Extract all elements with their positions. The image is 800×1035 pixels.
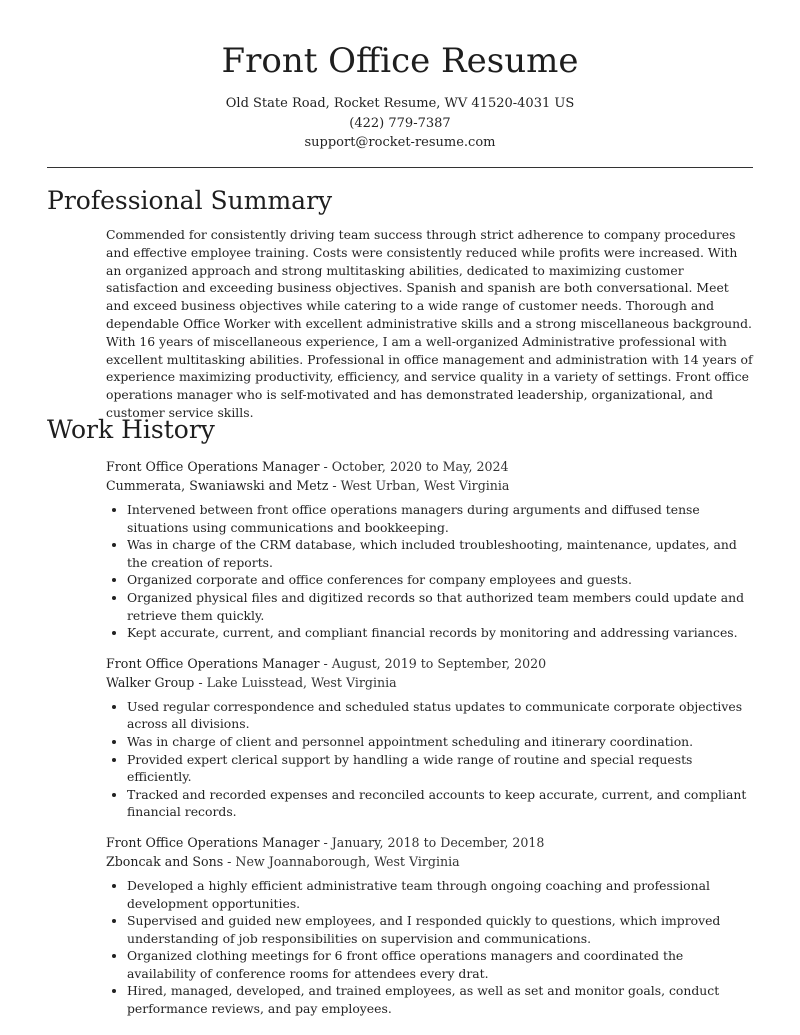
job-company-line (106, 673, 753, 692)
job-location: - West Urban, West Virginia (328, 478, 510, 493)
job-dates: - January, 2018 to December, 2018 (319, 834, 545, 850)
job-title: Front Office Operations Manager (106, 655, 320, 671)
job-title: Front Office Operations Manager (106, 834, 320, 850)
summary-heading: Professional Summary (47, 186, 333, 215)
job-location: - Lake Luisstead, West Virginia (194, 674, 397, 690)
contact-info (0, 94, 800, 153)
job-company: Walker Group (106, 674, 195, 690)
job-company-line (106, 476, 753, 495)
address: Old State Road, Rocket Resume, WV 41520-4031 US (225, 96, 575, 111)
job-entry (106, 457, 753, 642)
job-title: Front Office Operations Manager (106, 459, 320, 474)
job-bullet: • Developed a highly efficient administrative team through ongoing coaching and professional development opportunities. (127, 877, 753, 912)
job-bullet: • Hired, managed, developed, and trained employees, as well as set and monitor goals, conduct performance reviews, and pay employees. (127, 982, 753, 1017)
job-list (106, 457, 753, 1018)
job-title-line (106, 833, 753, 852)
job-company: Cummerata, Swaniawski and Metz (106, 478, 329, 493)
header-divider (47, 167, 753, 168)
summary-text: Commended for consistently driving team success through strict adherence to company procedures and effective employee training. Costs were consistently reduced while profits were increased. With an organized approach and strong multitasking abilities, dedicated to maximizing customer satisfaction and exceeding business objectives. Spanish and spanish are both conversational. Meet and exceed business objectives while catering to a wide range of customer needs. Thorough and dependable Office Worker with excellent administrative skills and a strong miscellaneous background. With 16 years of miscellaneous experience, I am a well-organized Administrative professional with excellent multitasking abilities. Professional in office management and administration with 14 years of experience maximizing productivity, efficiency, and service quality in a variety of settings. Front office operations manager who is self-motivated and has demonstrated leadership, organizational, and customer service skills. (106, 227, 753, 420)
email: support@rocket-resume.com (304, 135, 496, 150)
job-bullet: • Organized physical files and digitized records so that authorized team members could update and retrieve them quickly. (127, 589, 753, 624)
job-bullet: • Was in charge of client and personnel appointment scheduling and itinerary coordination. (127, 733, 753, 751)
summary-section (47, 186, 753, 422)
job-bullet: • Used regular correspondence and scheduled status updates to communicate corporate objectives across all divisions. (127, 698, 753, 733)
work-history-heading: Work History (47, 415, 215, 444)
phone: (422) 779-7387 (349, 115, 451, 131)
job-company-line (106, 852, 753, 871)
job-bullet: • Provided expert clerical support by handling a wide range of routine and special requests efficiently. (127, 751, 753, 786)
job-location: - New Joannaborough, West Virginia (223, 853, 460, 869)
job-dates: - October, 2020 to May, 2024 (319, 459, 509, 474)
job-bullet: • Supervised and guided new employees, and I responded quickly to questions, which improved understanding of job responsibilities on supervision and communications. (127, 912, 753, 947)
job-bullet: • Was in charge of the CRM database, which included troubleshooting, maintenance, updates, and the creation of reports. (127, 536, 753, 571)
job-bullet: • Tracked and recorded expenses and reconciled accounts to keep accurate, current, and compliant financial records. (127, 786, 753, 821)
job-company: Zboncak and Sons (106, 853, 224, 869)
job-bullet: • Organized corporate and office conferences for company employees and guests. (127, 571, 753, 589)
job-dates: - August, 2019 to September, 2020 (319, 655, 547, 671)
job-bullet: • Intervened between front office operations managers during arguments and diffused tense situations using communications and bookkeeping. (127, 501, 753, 536)
job-entry (106, 654, 753, 821)
job-bullet: • Organized clothing meetings for 6 front office operations managers and coordinated the availability of conference rooms for attendees every drat. (127, 947, 753, 982)
job-bullets (106, 698, 753, 821)
job-title-line (106, 654, 753, 673)
resume-name: Front Office Resume (221, 41, 579, 81)
resume-header (0, 0, 800, 153)
job-bullets (106, 501, 753, 642)
job-bullets (106, 877, 753, 1018)
job-entry (106, 833, 753, 1018)
job-title-line (106, 457, 753, 476)
job-bullet: • Kept accurate, current, and compliant financial records by monitoring and addressing variances. (127, 624, 753, 642)
work-history-section (47, 415, 753, 1018)
